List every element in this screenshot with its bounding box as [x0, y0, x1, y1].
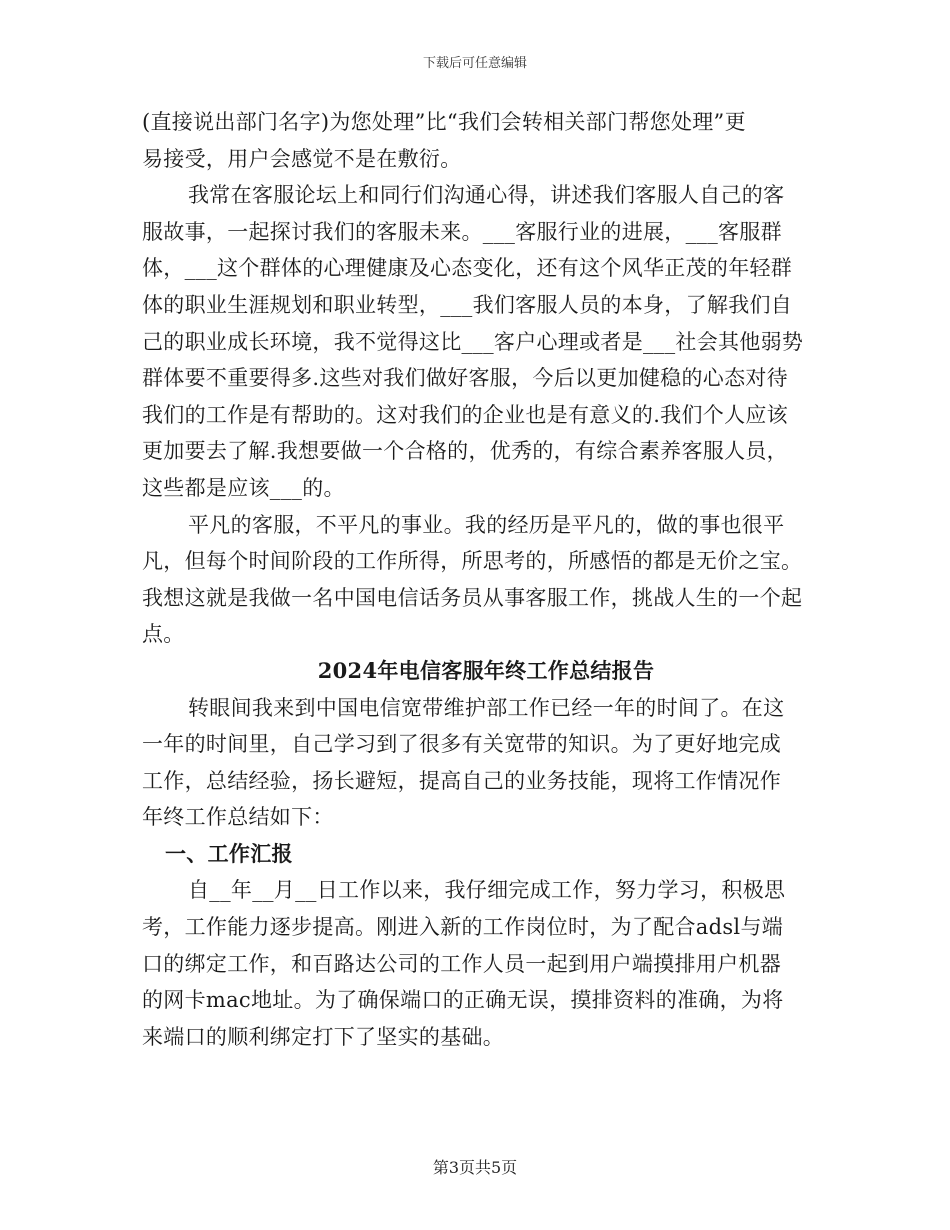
paragraph-first-line: 转眼间我来到中国电信宽带维护部工作已经一年的时间了。在这 [188, 695, 785, 720]
document-body [142, 104, 810, 1055]
paragraph-line: 我想这就是我做一名中国电信话务员从事客服工作，挑战人生的一个起 [142, 585, 803, 610]
paragraph-line: 口的绑定工作，和百路达公司的工作人员一起到用户端摸排用户机器 [142, 951, 781, 976]
paragraph-line: 服故事，一起探讨我们的客服未来。___客服行业的进展，___客服群 [142, 219, 782, 244]
paragraph-line: 的网卡mac地址。为了确保端口的正确无误，摸排资料的准确，为将 [142, 988, 784, 1013]
paragraph-line: 更加要去了解.我想要做一个合格的，优秀的，有综合素养客服人员， [142, 439, 788, 464]
section-heading: 一、工作汇报 [165, 840, 293, 866]
paragraph-line: 一年的时间里，自己学习到了很多有关宽带的知识。为了更好地完成 [142, 732, 781, 757]
paragraph-line: 点。 [142, 622, 185, 647]
paragraph-line: 体的职业生涯规划和职业转型，___我们客服人员的本身，了解我们自 [142, 292, 793, 317]
paragraph-line: 来端口的顺利绑定打下了坚实的基础。 [142, 1024, 505, 1049]
page-header: 下载后可任意编辑 [422, 56, 527, 71]
paragraph-first-line: 我常在客服论坛上和同行们沟通心得，讲述我们客服人自己的客 [188, 183, 785, 208]
paragraph-first-line: 平凡的客服，不平凡的事业。我的经历是平凡的，做的事也很平 [188, 512, 785, 537]
page-footer: 第3页共5页 [432, 1158, 518, 1177]
paragraph-line: 凡，但每个时间阶段的工作所得，所思考的，所感悟的都是无价之宝。 [142, 549, 803, 574]
paragraph-first-line: 自__年__月__日工作以来，我仔细完成工作，努力学习，积极思 [188, 878, 786, 903]
paragraph-line: 易接受，用户会感觉不是在敷衍。 [142, 146, 462, 171]
paragraph-line: 这些都是应该___的。 [142, 475, 345, 500]
paragraph-line: 群体要不重要得多.这些对我们做好客服，今后以更加健稳的心态对待 [142, 366, 788, 391]
paragraph-line: (直接说出部门名字)为您处理”比“我们会转相关部门帮您处理”更 [142, 110, 746, 134]
paragraph-line: 我们的工作是有帮助的。这对我们的企业也是有意义的.我们个人应该 [142, 402, 788, 427]
paragraph-line: 工作，总结经验，扬长避短，提高自己的业务技能，现将工作情况作 [142, 768, 781, 793]
section-title: 2024年电信客服年终工作总结报告 [317, 657, 655, 683]
paragraph-line: 考，工作能力逐步提高。刚进入新的工作岗位时，为了配合adsl与端 [142, 915, 784, 940]
paragraph-line: 己的职业成长环境，我不觉得这比___客户心理或者是___社会其他弱势 [142, 329, 804, 354]
paragraph-line: 体，___这个群体的心理健康及心态变化，还有这个风华正茂的年轻群 [142, 256, 793, 281]
paragraph-line: 年终工作总结如下： [142, 805, 334, 830]
